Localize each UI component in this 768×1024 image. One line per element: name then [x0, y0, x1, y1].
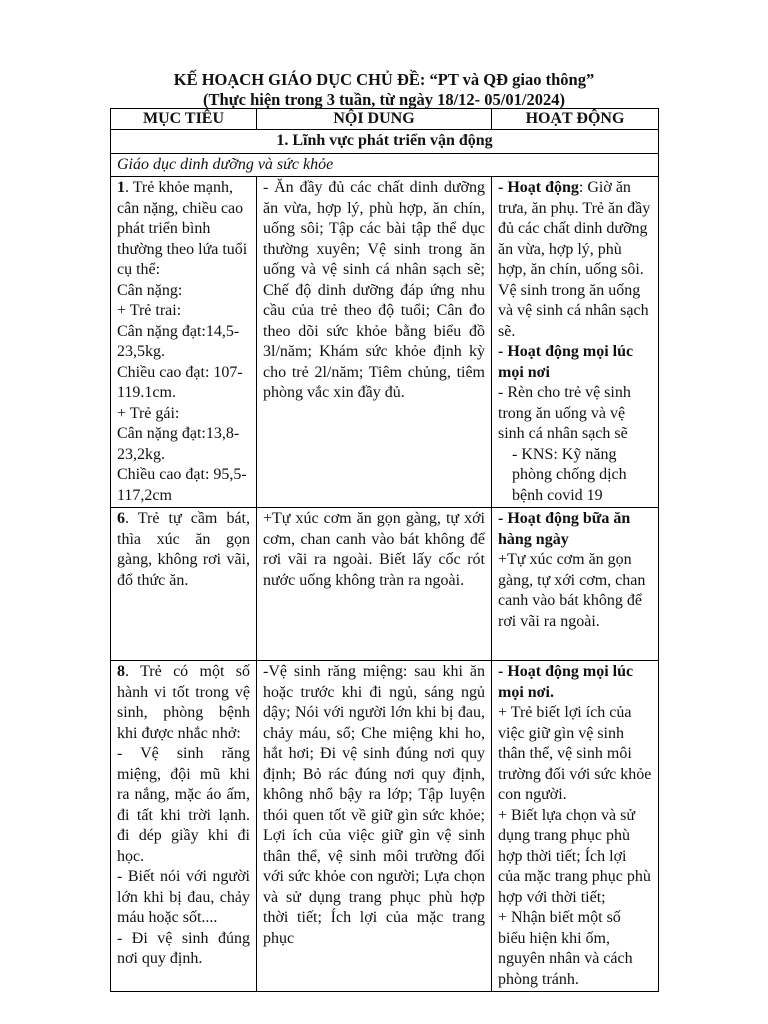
- goal-cell: [111, 508, 257, 661]
- title-line-2: (Thực hiện trong 3 tuần, từ ngày 18/12- 05/01/2024): [203, 90, 565, 109]
- document-title: [110, 70, 658, 110]
- activity-text: - Rèn cho trẻ vệ sinh trong ăn uống và vệ sinh cá nhân sạch sẽ: [498, 384, 631, 442]
- activity-cell: [492, 177, 659, 508]
- content-cell: [257, 661, 492, 992]
- goal-line: Cân nặng đạt:13,8- 23,2kg.: [117, 425, 240, 463]
- content-text: -Vệ sinh răng miệng: sau khi ăn hoặc trước khi đi ngủ, sáng ngủ dậy; Nói với người lớn khi bị đau, chảy máu, sổ; Che miệng khi ho, hắt hơi; Đi vệ sinh đúng nơi quy định; Bỏ rác đúng nơi quy định, không nhổ bậy ra lớp; Tập luyện thói quen tốt về giữ gìn sức khỏe; Lợi ích của việc giữ gìn vệ sinh thân thể, vệ sinh môi trường đối với sức khỏe con người; Lựa chọn và sử dụng trang phục phù hợp thời tiết; Ích lợi của mặc trang phục: [263, 663, 485, 947]
- goal-number: 1: [117, 179, 125, 196]
- activity-heading: - Hoạt động: [498, 179, 579, 196]
- goal-line: + Trẻ trai:: [117, 302, 182, 319]
- section-title: 1. Lĩnh vực phát triển vận động: [111, 130, 659, 154]
- header-goal: MỤC TIÊU: [111, 109, 257, 130]
- goal-text: . Trẻ có một số hành vi tốt trong vệ sinh, phòng bệnh khi được nhắc nhở:: [117, 663, 250, 742]
- subsection-title: Giáo dục dinh dưỡng và sức khỏe: [111, 153, 659, 177]
- goal-line: Cân nặng:: [117, 281, 183, 299]
- goal-line: - Vệ sinh răng miệng, đội mũ khi ra nắng, mặc áo ấm, đi tất khi trời lạnh. đi dép giầy khi đi học.: [117, 745, 250, 865]
- goal-line: Cân nặng đạt:14,5- 23,5kg.: [117, 322, 240, 360]
- title-line-1: KẾ HOẠCH GIÁO DỤC CHỦ ĐỀ: “PT và QĐ giao thông”: [173, 70, 595, 89]
- table-row: [111, 177, 659, 508]
- goal-number: 8: [117, 663, 125, 680]
- activity-cell: [492, 508, 659, 661]
- goal-cell: [111, 177, 257, 508]
- content-cell: - Ăn đầy đủ các chất dinh dưỡng ăn vừa, hợp lý, phù hợp, ăn chín, uống sôi; Tập các bài tập thể dục thường xuyên; Vệ sinh trong ăn uống và vệ sinh cá nhân sạch sẽ; Chế độ dinh dưỡng đáp ứng nhu cầu của trẻ theo độ tuổi; Cân đo theo dõi sức khỏe bằng biểu đồ 3l/năm; Khám sức khỏe định kỳ cho trẻ 2l/năm; Tiêm chủng, tiêm phòng vắc xin đầy đủ.: [257, 177, 492, 508]
- activity-text: + Biết lựa chọn và sử dụng trang phục phù hợp thời tiết; Ích lợi của mặc trang phục phù hợp với thời tiết;: [498, 806, 651, 906]
- header-row: [111, 109, 659, 130]
- goal-line: Chiều cao đạt: 107- 119.1cm.: [117, 363, 243, 401]
- section-row: [111, 130, 659, 154]
- goal-text: . Trẻ tự cầm bát, thìa xúc ăn gọn gàng, không rơi vãi, đổ thức ăn.: [117, 510, 250, 589]
- subsection-row: [111, 153, 659, 177]
- goal-line: - Biết nói với người lớn khi bị đau, chảy máu hoặc sốt....: [117, 868, 250, 926]
- table-row: [111, 661, 659, 992]
- goal-line: Chiều cao đạt: 95,5- 117,2cm: [117, 466, 247, 504]
- activity-text: : Giờ ăn trưa, ăn phụ. Trẻ ăn đầy đủ các chất dinh dưỡng ăn vừa, hợp lý, phù hợp, ăn chín, uống sôi. Vệ sinh trong ăn uống và vệ sinh cá nhân sạch sẽ.: [498, 179, 651, 340]
- activity-heading: - Hoạt động mọi lúc mọi nơi: [498, 343, 634, 381]
- activity-heading: - Hoạt động bữa ăn hàng ngày: [498, 510, 631, 548]
- header-activity: HOẠT ĐỘNG: [492, 109, 659, 130]
- goal-number: 6: [117, 510, 125, 527]
- activity-text: + Nhận biết một số biểu hiện khi ốm, nguyên nhân và cách phòng tránh.: [498, 909, 633, 988]
- header-content: NỘI DUNG: [257, 109, 492, 130]
- table-row: [111, 508, 659, 661]
- goal-text: 1. Trẻ khỏe mạnh, cân nặng, chiều cao phát triển bình thường theo lứa tuổi cụ thể:: [117, 179, 248, 278]
- activity-text: +Tự xúc cơm ăn gọn gàng, tự xới cơm, chan canh vào bát không để rơi vãi ra ngoài.: [498, 551, 646, 630]
- activity-cell: [492, 661, 659, 992]
- content-cell: +Tự xúc cơm ăn gọn gàng, tự xới cơm, chan canh vào bát không để rơi vãi ra ngoài. Biết lấy cốc rót nước uống không tràn ra ngoài.: [257, 508, 492, 661]
- activity-heading: - Hoạt động mọi lúc mọi nơi.: [498, 663, 634, 701]
- plan-table: [110, 108, 659, 992]
- goal-line: + Trẻ gái:: [117, 404, 180, 422]
- goal-line: - Đi vệ sinh đúng nơi quy định.: [117, 929, 250, 967]
- activity-text: - KNS: Kỹ năng phòng chống dịch bệnh covid 19: [512, 445, 627, 504]
- activity-text: + Trẻ biết lợi ích của việc giữ gìn vệ sinh thân thể, vệ sinh môi trường đối với sức khỏe con người.: [498, 704, 652, 803]
- goal-cell: [111, 661, 257, 992]
